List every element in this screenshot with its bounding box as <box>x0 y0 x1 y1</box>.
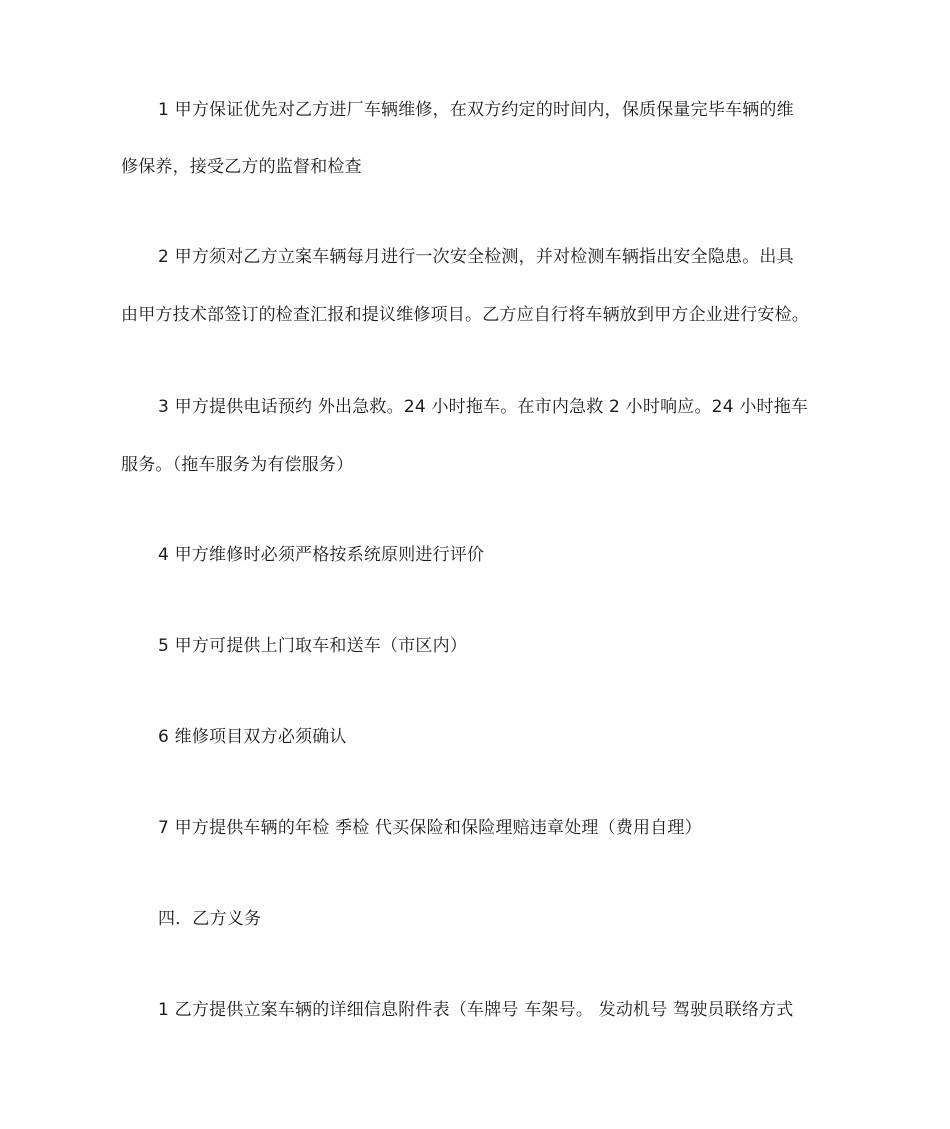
paragraph-6: 6 维修项目双方必须确认 <box>158 727 347 747</box>
paragraph-5: 5 甲方可提供上门取车和送车（市区内） <box>158 636 468 656</box>
paragraph-4: 4 甲方维修时必须严格按系统原则进行评价 <box>158 545 485 565</box>
paragraph-7: 7 甲方提供车辆的年检 季检 代买保险和保险理赔违章处理（费用自理） <box>158 818 702 838</box>
paragraph-3-line-1: 3 甲方提供电话预约 外出急救。24 小时拖车。在市内急救 2 小时响应。24 小时拖车 <box>158 397 809 417</box>
paragraph-8-line-1: 1 乙方提供立案车辆的详细信息附件表（车牌号 车架号。 发动机号 驾驶员联络方式 <box>158 1000 794 1020</box>
paragraph-3-line-2: 服务。（拖车服务为有偿服务） <box>121 455 354 475</box>
paragraph-2-line-2: 由甲方技术部签订的检查汇报和提议维修项目。乙方应自行将车辆放到甲方企业进行安检。 <box>121 305 809 325</box>
section-heading-4: 四．乙方义务 <box>158 909 262 929</box>
paragraph-1-line-1: 1 甲方保证优先对乙方进厂车辆维修，在双方约定的时间内，保质保量完毕车辆的维 <box>158 100 794 120</box>
paragraph-1-line-2: 修保养，接受乙方的监督和检查 <box>121 157 362 177</box>
paragraph-2-line-1: 2 甲方须对乙方立案车辆每月进行一次安全检测，并对检测车辆指出安全隐患。出具 <box>158 247 794 267</box>
